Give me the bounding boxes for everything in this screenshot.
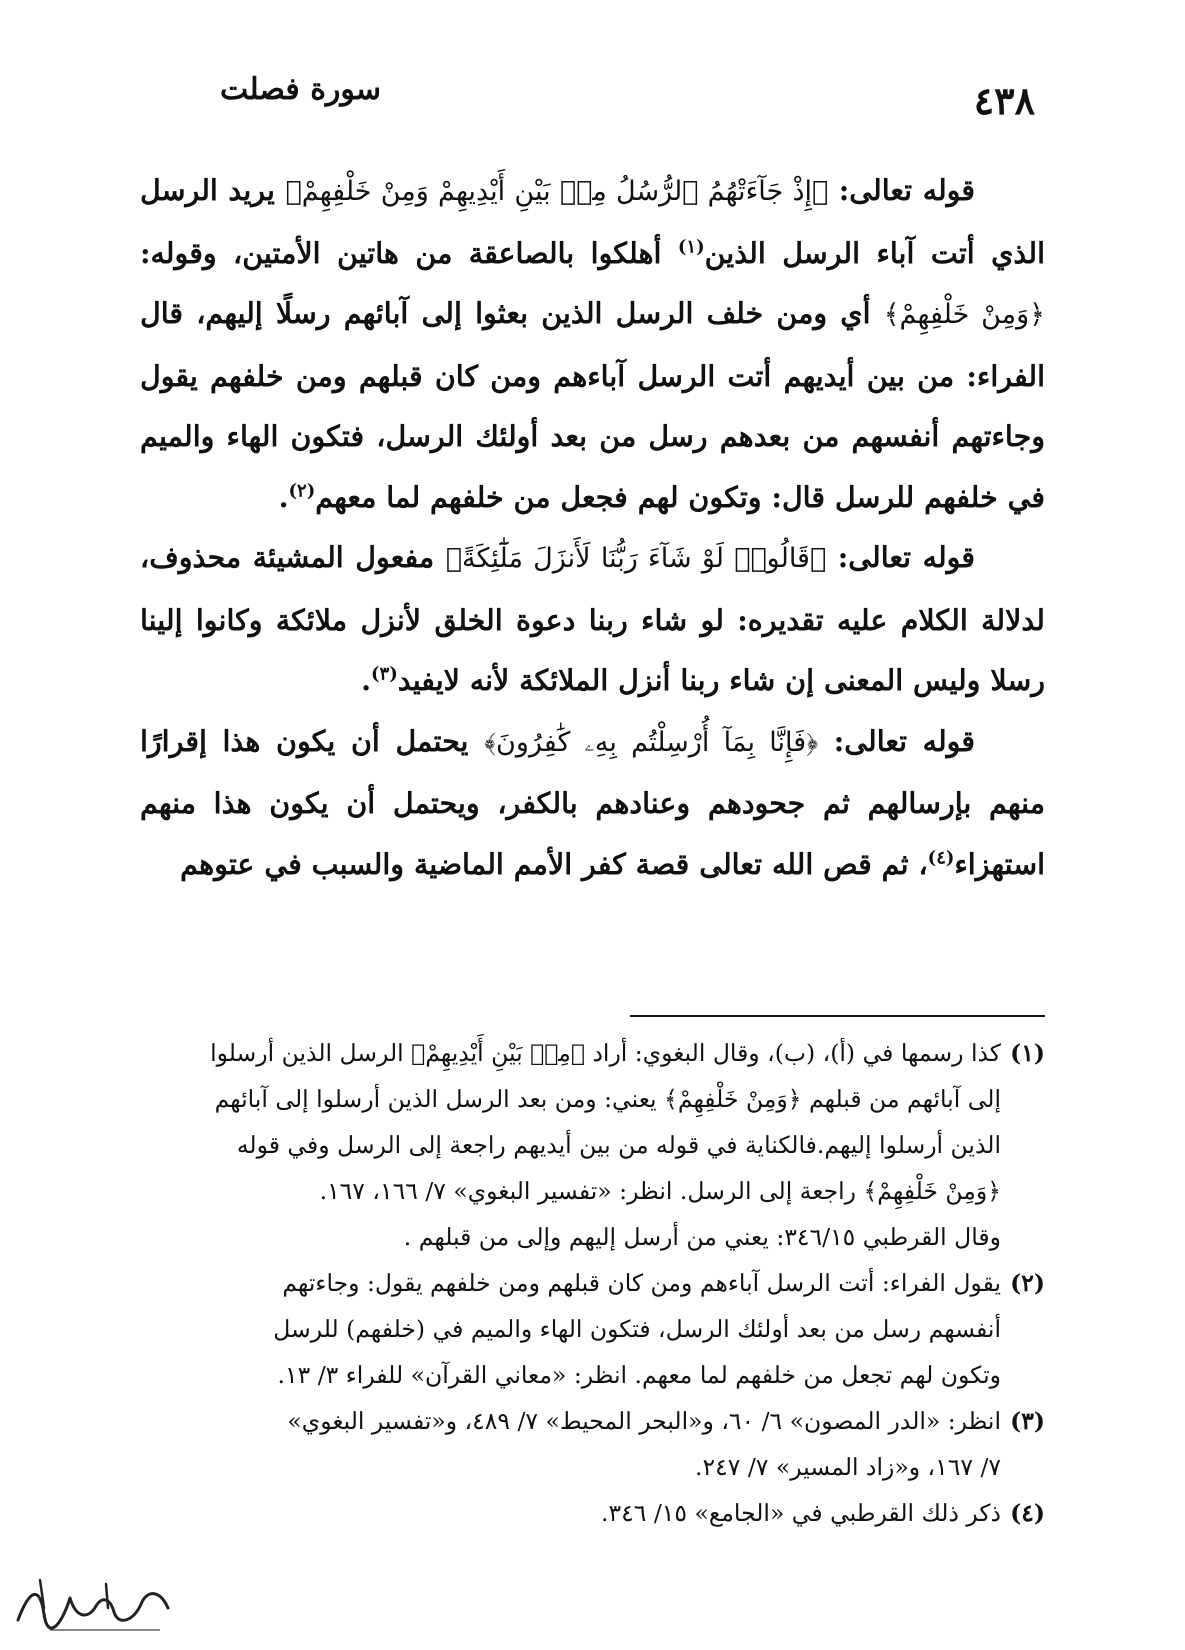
footnote-line: وتكون لهم تجعل من خلفهم لما معهم. انظر: «معاني القرآن» للفراء ٣/ ١٣. [277,1361,1001,1389]
paragraph-end: . [278,479,289,514]
paragraph-text: يريد الرسل الذي أتت آباء الرسل الذين [140,173,1045,270]
footnote-line: ذكر ذلك القرطبي في «الجامع» ١٥/ ٣٤٦. [600,1499,1001,1527]
paragraph-2 [140,527,1045,711]
paragraph-lead: قوله تعالى: [826,540,975,574]
footnote-2 [140,1260,1045,1398]
surah-title: سورة فصلت [220,72,382,107]
paragraph-text: يحتمل أن يكون هذا إقرارًا منهم بإرسالهم ثم جحودهم وعنادهم بالكفر، ويحتمل أن يكون هذا منهم استهزاء [140,723,1045,881]
paragraph-text: مفعول المشيئة محذوف، لدلالة الكلام عليه تقديره: لو شاء ربنا دعوة الخلق لأنزل ملائكة وكانوا إلينا رسلا وليس المعنى إن شاء ربنا أنزل الملائكة لأنه لايفيد [140,540,1045,697]
footnote-number: (٣) [1010,1407,1045,1435]
footnote-4 [140,1490,1045,1536]
footnote-line: يقول الفراء: أتت الرسل آباءهم ومن كان قبلهم ومن خلفهم يقول: وجاءتهم [282,1269,1001,1297]
watermark-logo [10,1568,180,1638]
footnote-number: (١) [1010,1039,1045,1067]
page-header [160,72,1035,132]
footnote-ref[interactable]: (٢) [288,480,316,501]
footnote-line: كذا رسمها في (أ)، (ب)، وقال البغوي: أراد ﴿مِنۢ بَيْنِ أَيْدِيهِمْ﴾ الرسل الذين أرسلوا [210,1039,1001,1067]
footnote-line: الذين أرسلوا إليهم.فالكناية في قوله من بين أيديهم راجعة إلى الرسل وفي قوله [236,1131,1001,1159]
paragraph-1 [140,160,1045,527]
footnote-ref[interactable]: (١) [677,236,705,257]
footnote-line: إلى آبائهم من قبلهم ﴿وَمِنْ خَلْفِهِمْ﴾ يعني: ومن بعد الرسل الذين أرسلوا إلى آبائهم [214,1085,1001,1113]
paragraph-end: . [361,663,372,697]
footnote-line: ٧/ ١٦٧، و«زاد المسير» ٧/ ٢٤٧. [694,1453,1001,1481]
paragraph-text: أهلكوا بالصاعقة من هاتين الأمتين، وقوله: [140,235,678,270]
paragraph-lead: قوله تعالى: [828,173,976,207]
paragraph-lead: قوله تعالى: [818,723,975,758]
footnote-number: (٤) [1010,1499,1045,1527]
footnote-ref[interactable]: (٤) [927,847,955,868]
quran-verse: ﴿فَإِنَّا بِمَآ أُرْسِلْتُم بِهِۦ كَٰفِرُونَ﴾ [484,726,819,758]
footnote-ref[interactable]: (٣) [371,663,398,685]
footnote-3 [140,1398,1045,1490]
quran-verse: ﴿وَمِنْ خَلْفِهِمْ﴾ [883,299,1045,330]
paragraph-end: ، ثم قص الله تعالى قصة كفر الأمم الماضية والسبب في عتوهم [180,846,928,881]
page-number: ٤٣٨ [973,78,1035,123]
footnote-1 [140,1030,1045,1260]
footnote-line: وقال القرطبي ٣٤٦/١٥: يعني من أرسل إليهم وإلى من قبلهم . [403,1223,1001,1251]
paragraph-3 [140,711,1045,895]
main-text [140,160,1045,894]
footnote-line: انظر: «الدر المصون» ٦/ ٦٠، و«البحر المحيط» ٧/ ٤٨٩، و«تفسير البغوي» [287,1407,1001,1435]
footnotes [140,1030,1045,1536]
footnote-number: (٢) [1010,1269,1045,1297]
footnote-separator [630,1015,1045,1017]
footnote-line: ﴿وَمِنْ خَلْفِهِمْ﴾ راجعة إلى الرسل. انظر: «تفسير البغوي» ٧/ ١٦٦، ١٦٧. [319,1177,1001,1205]
quran-verse: ﴿قَالُوا۟ لَوْ شَآءَ رَبُّنَا لَأَنزَلَ مَلَٰٓئِكَةً﴾ [445,543,827,574]
quran-verse: ﴿إِذْ جَآءَتْهُمُ ٱلرُّسُلُ مِنۢ بَيْنِ أَيْدِيهِمْ وَمِنْ خَلْفِهِمْ﴾ [285,176,829,207]
paragraph-text: أي ومن خلف الرسل الذين بعثوا إلى آبائهم رسلًا إليهم، قال الفراء: من بين أيديهم أتت الرسل آباءهم ومن كان قبلهم ومن خلفهم يقول وجاءتهم أنفسهم من بعدهم رسل من بعد أولئك الرسل، فتكون الهاء والميم في خلفهم للرسل قال: وتكون لهم فجعل من خلفهم لما معهم [140,296,1045,514]
footnote-line: أنفسهم رسل من بعد أولئك الرسل، فتكون الهاء والميم في (خلفهم) للرسل [273,1315,1001,1343]
